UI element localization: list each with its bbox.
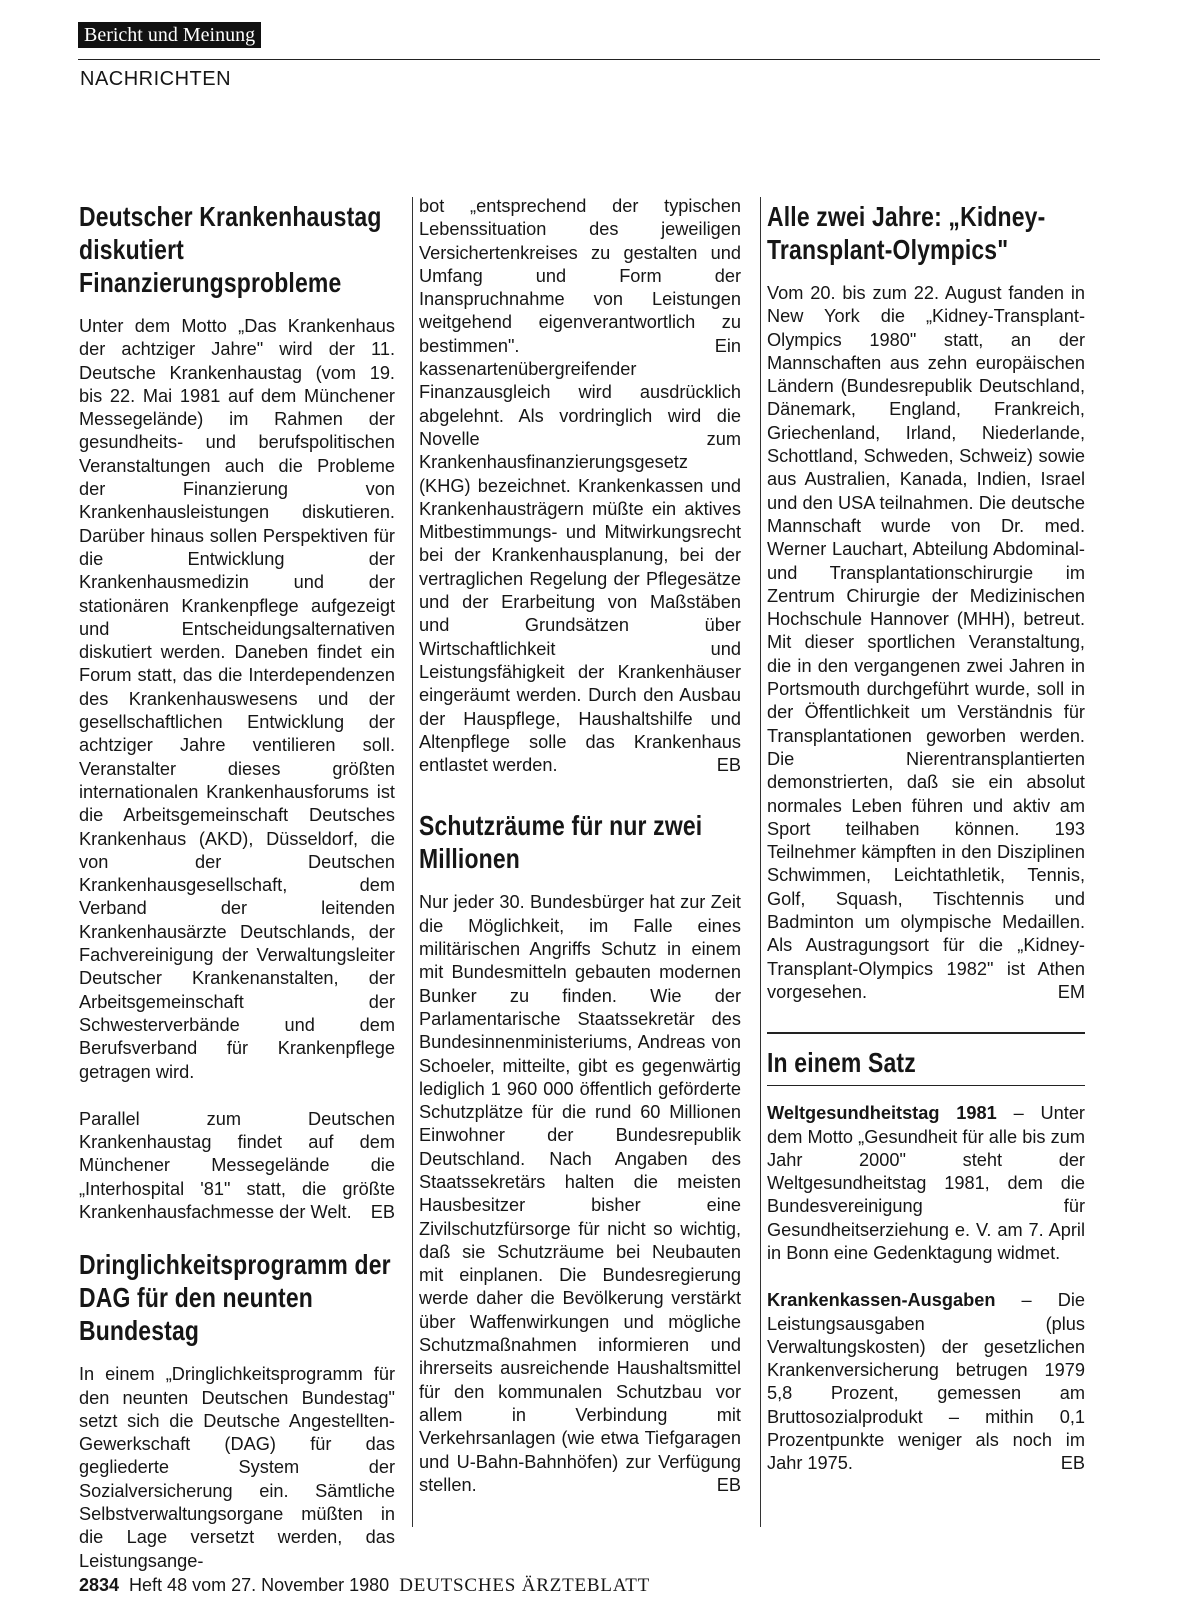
page-number: 2834 <box>79 1575 120 1595</box>
author-initials: EB <box>716 1474 741 1495</box>
paragraph-text: Vom 20. bis zum 22. August fanden in New York die „Kidney-Transplant-Olympics 1980" statt, an der Mannschaften aus zehn europäischen Ländern (Bundesrepublik Deutschland, Dänemark, England, Frankreich, Griechenland, Irland, Niederlande, Schottland, Schweden, Schweiz) sowie aus Australien, Kanada, Indien, Israel und den USA teilnahmen. Die deutsche Mannschaft wurde von Dr. med. Werner Lauchart, Abteilung Abdominal- und Transplantationschirurgie im Zentrum Chirurgie der Medizinischen Hochschule Hannover (MHH), betreut. Mit dieser sportlichen Veranstaltung, die in den vergangenen zwei Jahren in Portsmouth durchgeführt wurde, soll in der Öffentlichkeit um Verständnis für Transplantationen geworben werden. Die Nierentransplantierten demonstrierten, daß sie ein absolut normales Leben führen und aktiv am Sport teilhaben können. 193 Teilnehmer kämpften in den Disziplinen Schwimmen, Leichtathletik, Tennis, Golf, Squash, Tischtennis und Badminton um olympische Medaillen. Als Austragungsort für die „Kidney-Transplant-Olympics 1982" ist Athen vorgesehen. <box>767 283 1085 1002</box>
article-title-dag: Dringlichkeitsprogramm der DAG für den neunten Bundestag <box>79 1249 391 1347</box>
article-body: In einem „Dringlichkeitsprogramm für den neunten Deutschen Bundestag" setzt sich die Deutsche Angestellten-Gewerkschaft (DAG) für das gegliederte System der Sozialversicherung ein. Sämtliche Selbstverwaltungsorgane müßten in die Lage versetzt werden, das Leistungsange- <box>79 1364 395 1571</box>
news-item <box>767 1102 1085 1265</box>
news-item-text: – Die Leistungsausgaben (plus Verwaltungskosten) der gesetzlichen Krankenversicherung betrugen 1979 5,8 Prozent, gemessen am Bruttosozialprodukt – mithin 0,1 Prozentpunkte weniger als noch im Jahr 1975. <box>767 1290 1085 1474</box>
article-title-krankenhaustag: Deutscher Krankenhaustag diskutiert Finanzierungsprobleme <box>79 201 382 298</box>
article-title-kidney: Alle zwei Jahre: „Kidney-Transplant-Olympics" <box>767 201 1046 265</box>
section-tag: Bericht und Meinung <box>78 22 261 48</box>
news-item-title: Weltgesundheitstag 1981 <box>767 1103 997 1124</box>
article-body <box>419 195 741 777</box>
news-item-text: – Unter dem Motto „Gesundheit für alle bis zum Jahr 2000" steht der Weltgesundheitstag 1981, dem die Bundesvereinigung für Gesundheitserziehung e. V. am 7. April in Bonn eine Gedenktagung widmet. <box>767 1103 1085 1263</box>
paragraph-text: Nur jeder 30. Bundesbürger hat zur Zeit die Möglichkeit, im Falle eines militärischen Angriffs Schutz in einem mit Bundesmitteln gebauten modernen Bunker zu finden. Wie der Parlamentarische Staatssekretär des Bundesinnenministeriums, Andreas von Schoeler, mitteilte, gibt es gegenwärtig lediglich 1 960 000 öffentlich geförderte Schutzplätze für die rund 60 Millionen Einwohner der Bundesrepublik Deutschland. Nach Angaben des Staatssekretärs halten die meisten Hausbesitzer bisher eine Zivilschutzfürsorge für nicht so wichtig, daß sie Schutzräume bei Neubauten mit einplanen. Die Bundesregierung werde daher die Bevölkerung verstärkt über Waffenwirkungen und mögliche Schutzmaßnahmen informieren und ihrerseits ausreichende Haushaltsmittel für den kommunalen Schutzbau vor allem in Verbindung mit Verkehrsanlagen (wie etwa Tiefgaragen und U-Bahn-Bahnhöfen) zur Verfügung stellen. <box>419 892 741 1495</box>
column-1 <box>79 195 395 1597</box>
paragraph-text: Parallel zum Deutschen Krankenhaustag findet auf dem Münchener Messegelände die „Interhospital '81" statt, die größte Krankenhausfachmesse der Welt. <box>79 1108 395 1222</box>
rubric: NACHRICHTEN <box>80 68 232 90</box>
article-body <box>79 1108 395 1224</box>
magazine-name: DEUTSCHES ÄRZTEBLATT <box>399 1575 651 1596</box>
column-divider <box>412 197 413 1527</box>
article-title-satz: In einem Satz <box>767 1047 916 1079</box>
paragraph-text: bot „entsprechend der typischen Lebenssituation des jeweiligen Versichertenkreises zu gestalten und Umfang und Form der Inanspruchnahme von Leistungen weitgehend eigenverantwortlich zu bestimmen". Ein kassenartenübergreifender Finanzausgleich wird ausdrücklich abgelehnt. Als vordringlich wird die Novelle zum Krankenhausfinanzierungsgesetz (KHG) bezeichnet. Krankenkassen und Krankenhausträgern müßte ein aktives Mitbestimmungs- und Mitwirkungsrecht bei der Krankenhausplanung, bei der vertraglichen Regelung der Pflegesätze und der Erarbeitung von Maßstäben und Grundsätzen über Wirtschaftlichkeit und Leistungsfähigkeit der Krankenhäuser eingeräumt werden. Durch den Ausbau der Hauspflege, Haushaltshilfe und Altenpflege solle das Krankenhaus entlastet werden. <box>419 196 741 776</box>
column-2 <box>419 195 741 1521</box>
article-body <box>419 891 741 1497</box>
article-body <box>767 282 1085 1004</box>
article-title-schutzraeume: Schutzräume für nur zwei Millionen <box>419 810 703 875</box>
author-initials: EB <box>370 1201 395 1222</box>
news-item-title: Krankenkassen-Ausgaben <box>767 1290 996 1311</box>
box-top-rule <box>767 1032 1085 1034</box>
news-item <box>767 1289 1085 1475</box>
issue-info: Heft 48 vom 27. November 1980 <box>129 1575 390 1595</box>
author-initials: EB <box>1060 1453 1085 1474</box>
column-3 <box>767 195 1085 1500</box>
author-initials: EB <box>716 755 741 776</box>
header-rule <box>78 59 1100 60</box>
box-title-rule <box>767 1085 1085 1086</box>
author-initials: EM <box>1057 981 1085 1002</box>
page-footer <box>79 1575 650 1597</box>
column-divider <box>760 197 761 1527</box>
article-body: Unter dem Motto „Das Krankenhaus der achtziger Jahre" wird der 11. Deutsche Krankenhaustag (vom 19. bis 22. Mai 1981 auf dem Münchener Messegelände) im Rahmen der gesundheits- und berufspolitischen Veranstaltungen auch die Probleme der Finanzierung von Krankenhausleistungen diskutieren. Darüber hinaus sollen Perspektiven für die Entwicklung der Krankenhausmedizin und der stationären Krankenpflege aufgezeigt und Entscheidungsalternativen diskutiert werden. Daneben findet ein Forum statt, das die Interdependenzen des Krankenhauswesens und der gesellschaftlichen Entwicklung der achtziger Jahre ventilieren soll. Veranstalter dieses größten internationalen Krankenhausforums ist die Arbeitsgemeinschaft Deutsches Krankenhaus (AKD), Düsseldorf, die von der Deutschen Krankenhausgesellschaft, dem Verband der leitenden Krankenhausärzte Deutschlands, der Fachvereinigung der Verwaltungsleiter Deutscher Krankenanstalten, der Arbeitsgemeinschaft der Schwesterverbände und dem Berufsverband für Krankenpflege getragen wird. <box>79 316 395 1082</box>
